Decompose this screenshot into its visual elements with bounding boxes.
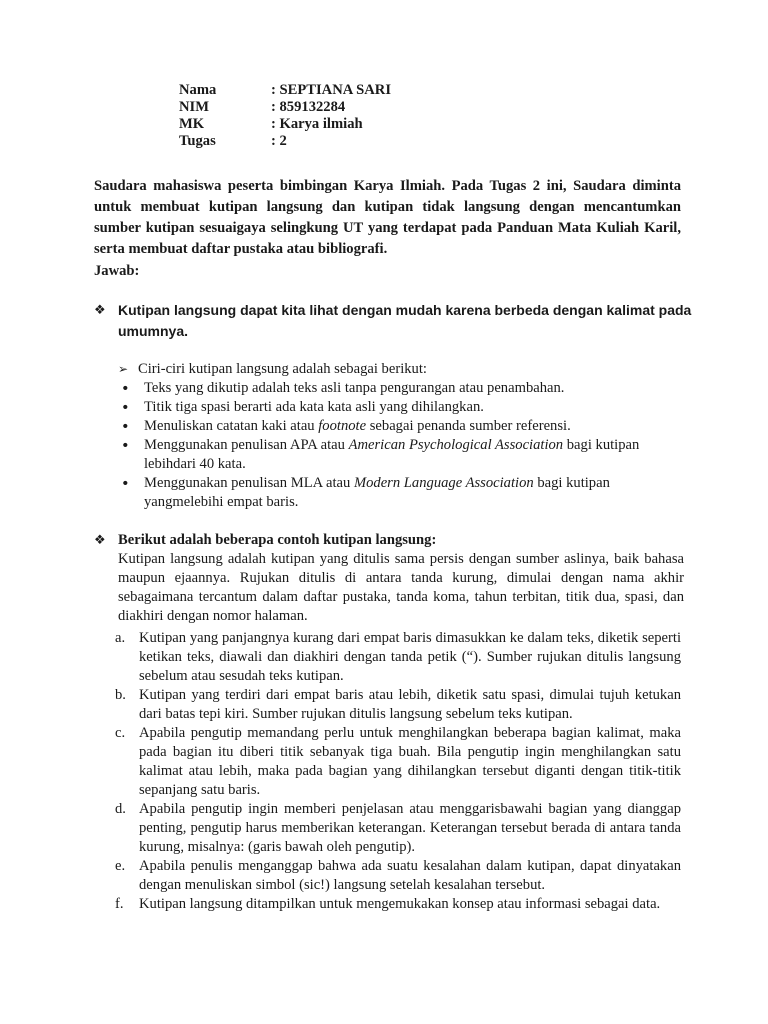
- list-item-text: Apabila penulis menganggap bahwa ada suatu kesalahan dalam kutipan, dapat dinyatakan dengan menuliskan simbol (sic!) langsung setelah kesalahan tersebut.: [139, 858, 681, 893]
- info-value: : 2: [271, 133, 287, 149]
- list-item: [115, 895, 681, 914]
- list-item: [118, 379, 678, 398]
- student-info: [179, 82, 391, 150]
- list-item-text: Apabila pengutip ingin memberi penjelasan atau menggarisbawahi bagian yang dianggap penting, pengutip harus memberikan keterangan. Keterangan tersebut berada di antara tanda kurung, misalnya: (garis bawah oleh pengutip).: [139, 801, 681, 855]
- list-item: [118, 436, 678, 474]
- list-item-emphasis: American Psychological Association: [348, 437, 564, 453]
- bullet-icon: •: [121, 475, 130, 492]
- list-item-text-pre: Menuliskan catatan kaki atau: [144, 418, 319, 434]
- list-item: [118, 474, 678, 512]
- list-item-emphasis: Modern Language Association: [353, 475, 534, 491]
- diamond-bullet-icon: ❖: [94, 533, 106, 548]
- info-value: : 859132284: [271, 99, 346, 115]
- list-letter: c.: [115, 725, 126, 741]
- list-letter: b.: [115, 687, 126, 703]
- list-item: [115, 629, 681, 686]
- list-item-text-post: bagi kutipan lebihdari 40 kata.: [144, 437, 640, 472]
- list-letter: d.: [115, 801, 126, 817]
- list-item-text-post: bagi kutipan yangmelebihi empat baris.: [144, 475, 610, 510]
- list-item: [118, 398, 678, 417]
- info-label: MK: [179, 116, 205, 132]
- info-row-tugas: [179, 133, 391, 150]
- info-row-nim: [179, 99, 391, 116]
- section-examples: [94, 531, 684, 626]
- list-item-text: Titik tiga spasi berarti ada kata kata asli yang dihilangkan.: [144, 399, 484, 415]
- characteristics-heading: [118, 360, 678, 379]
- list-item-text-post: sebagai penanda sumber referensi.: [366, 418, 571, 434]
- characteristics-items: [118, 379, 678, 512]
- bullet-icon: •: [121, 418, 130, 435]
- list-item: [115, 686, 681, 724]
- bullet-icon: •: [121, 399, 130, 416]
- list-item-text: Kutipan yang panjangnya kurang dari empat baris dimasukkan ke dalam teks, diketik seperti ketikan teks, diawali dan diakhiri dengan tanda petik (“). Sumber rujukan ditulis langsung sebelum atau sesudah teks kutipan.: [139, 630, 681, 684]
- list-item-text-pre: Menggunakan penulisan APA atau: [144, 437, 349, 453]
- list-item: [115, 857, 681, 895]
- section-heading-text: Berikut adalah beberapa contoh kutipan langsung:: [118, 532, 437, 548]
- info-row-mk: [179, 116, 391, 133]
- info-value: : SEPTIANA SARI: [271, 82, 392, 98]
- characteristics-list: [118, 360, 678, 512]
- info-label: NIM: [179, 99, 209, 115]
- examples-list: [115, 629, 681, 914]
- list-item-text: Teks yang dikutip adalah teks asli tanpa pengurangan atau penambahan.: [144, 380, 565, 396]
- list-item-text: Kutipan yang terdiri dari empat baris atau lebih, diketik satu spasi, dimulai tujuh ketukan dari batas tepi kiri. Sumber rujukan ditulis langsung sebelum teks kutipan.: [139, 687, 681, 722]
- bullet-icon: •: [121, 437, 130, 454]
- section-paragraph: Kutipan langsung adalah kutipan yang ditulis sama persis dengan sumber aslinya, baik bahasa maupun ejaannya. Rujukan ditulis di antara tanda kurung, dimulai dengan nama akhir sebagaimana tercantum dalam daftar pustaka, tanda koma, tahun terbitan, titik dua, spasi, dan diakhiri dengan nomor halaman.: [118, 551, 684, 624]
- characteristics-heading-text: Ciri-ciri kutipan langsung adalah sebagai berikut:: [138, 361, 427, 377]
- diamond-bullet-icon: ❖: [94, 303, 106, 318]
- list-item-emphasis: footnote: [318, 418, 367, 434]
- arrow-bullet-icon: ➢: [118, 362, 129, 376]
- list-item-text: Apabila pengutip memandang perlu untuk menghilangkan beberapa bagian kalimat, maka pada bagian itu diberi titik sebanyak tiga buah. Bila pengutip ingin menghilangkan satu kalimat atau lebih, maka pada bagian yang dihilangkan tersebut diganti dengan titik-titik sepanjang satu baris.: [139, 725, 681, 798]
- list-item-text: Kutipan langsung ditampilkan untuk mengemukakan konsep atau informasi sebagai data.: [139, 896, 661, 912]
- assignment-intro: Saudara mahasiswa peserta bimbingan Karya Ilmiah. Pada Tugas 2 ini, Saudara diminta untuk membuat kutipan langsung dan kutipan tidak langsung dengan mencantumkan sumber kutipan sesuaigaya selingkung UT yang terdapat pada Panduan Mata Kuliah Karil, serta membuat daftar pustaka atau bibliografi.: [94, 178, 681, 257]
- section-direct-quote-heading: [94, 300, 694, 342]
- list-letter: f.: [115, 896, 124, 912]
- list-item: [115, 800, 681, 857]
- info-label: Nama: [179, 82, 217, 98]
- list-item: [118, 417, 678, 436]
- answer-label: Jawab:: [94, 263, 140, 279]
- list-item: [115, 724, 681, 800]
- bullet-icon: •: [121, 380, 130, 397]
- list-item-text-pre: Menggunakan penulisan MLA atau: [144, 475, 354, 491]
- info-value: : Karya ilmiah: [271, 116, 363, 132]
- section-heading-text: Kutipan langsung dapat kita lihat dengan mudah karena berbeda dengan kalimat pada umumnya.: [118, 302, 692, 339]
- info-row-nama: [179, 82, 391, 99]
- list-letter: e.: [115, 858, 126, 874]
- info-label: Tugas: [179, 133, 216, 149]
- list-letter: a.: [115, 630, 126, 646]
